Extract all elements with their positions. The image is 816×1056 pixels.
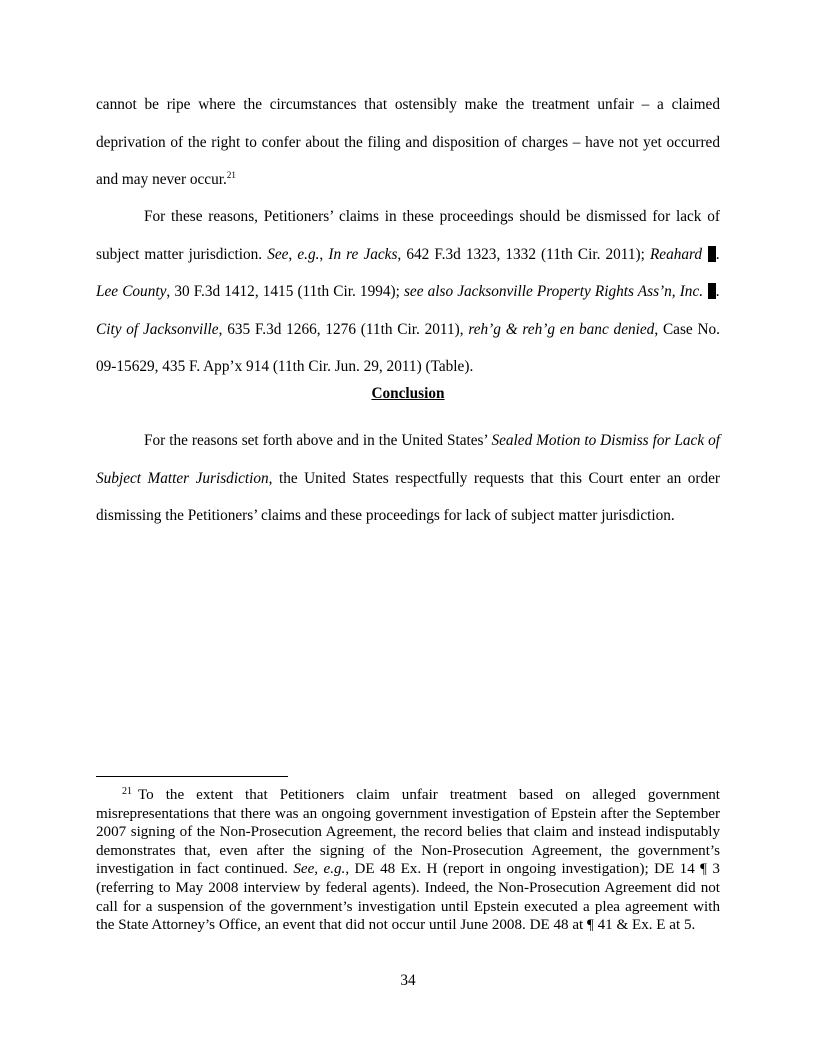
paragraph-text: , 635 F.3d 1266, 1276 (11th Cir. 2011), bbox=[218, 320, 469, 338]
page-number: 34 bbox=[400, 972, 416, 989]
paragraph-text: For the reasons set forth above and in the United States’ bbox=[144, 432, 492, 449]
motion-title: Sealed Motion to Dismiss for Lack of Subject Matter Jurisdiction bbox=[96, 432, 720, 487]
subsequent-history: reh’g & reh’g en banc denied bbox=[468, 320, 655, 338]
paragraph-text: For these reasons, Petitioners’ claims in these proceedings should be dismissed for lack of subject matter jurisdiction. bbox=[96, 208, 720, 263]
paragraph-text: , the United States respectfully requests that this Court enter an order dismissing the Petitioners’ claims and these proceedings for lack of subject matter jurisdiction. bbox=[96, 469, 720, 524]
citation-signal: See, e.g. bbox=[293, 861, 346, 878]
footnote-21 bbox=[96, 786, 720, 935]
paragraph-text: , Case No. 09-15629, 435 F. App’x 914 (11th Cir. Jun. 29, 2011) (Table). bbox=[96, 320, 721, 375]
case-name-jacks: In re Jacks bbox=[328, 245, 398, 263]
paragraph-ripeness bbox=[96, 86, 720, 199]
paragraph-text: , 642 F.3d 1323, 1332 (11th Cir. 2011); bbox=[397, 245, 650, 263]
paragraph-text: , bbox=[319, 245, 329, 263]
paragraph-text: cannot be ripe where the circumstances that ostensibly make the treatment unfair – a claimed deprivation of the right to confer about the filing and disposition of charges – have not yet occurred and may never occur. bbox=[96, 96, 720, 188]
case-name-reahard: Reahard bbox=[649, 245, 703, 263]
redaction-block bbox=[708, 283, 716, 299]
paragraph-conclusion bbox=[96, 422, 720, 535]
section-heading-conclusion: Conclusion bbox=[371, 385, 445, 402]
case-name-jacksonville-property: see also Jacksonville Property Rights Ass’n, Inc. bbox=[403, 283, 704, 300]
case-name-lee-county: . Lee County bbox=[96, 245, 720, 300]
paragraph-text: , 30 F.3d 1412, 1415 (11th Cir. 1994); bbox=[166, 283, 404, 300]
footnote-text: , DE 48 Ex. H (report in ongoing investigation); DE 14 ¶ 3 (referring to May 2008 interview by federal agents). Indeed, the Non-Prosecution Agreement did not call for a suspension of the government’s investigation until Epstein executed a plea agreement with the State Attorney’s Office, an event that did not occur until June 2008. DE 48 at ¶ 41 & Ex. E at 5. bbox=[96, 861, 720, 934]
footnote-text: To the extent that Petitioners claim unfair treatment based on alleged government misrepresentations that there was an ongoing government investigation of Epstein after the September 2007 signing of the Non-Prosecution Agreement, the record belies that claim and instead indisputably demonstrates that, even after the signing of the Non-Prosecution Agreement, the government’s investigation in fact continued. bbox=[96, 787, 720, 878]
citation-signal: See, e.g. bbox=[267, 245, 320, 263]
case-name-city-of-jacksonville: . City of Jacksonville bbox=[96, 283, 720, 338]
footnote-reference: 21 bbox=[226, 170, 236, 180]
paragraph-dismissal bbox=[96, 198, 720, 386]
redaction-block bbox=[708, 246, 716, 262]
footnote-number: 21 bbox=[122, 786, 132, 797]
footnote-divider bbox=[96, 776, 288, 777]
